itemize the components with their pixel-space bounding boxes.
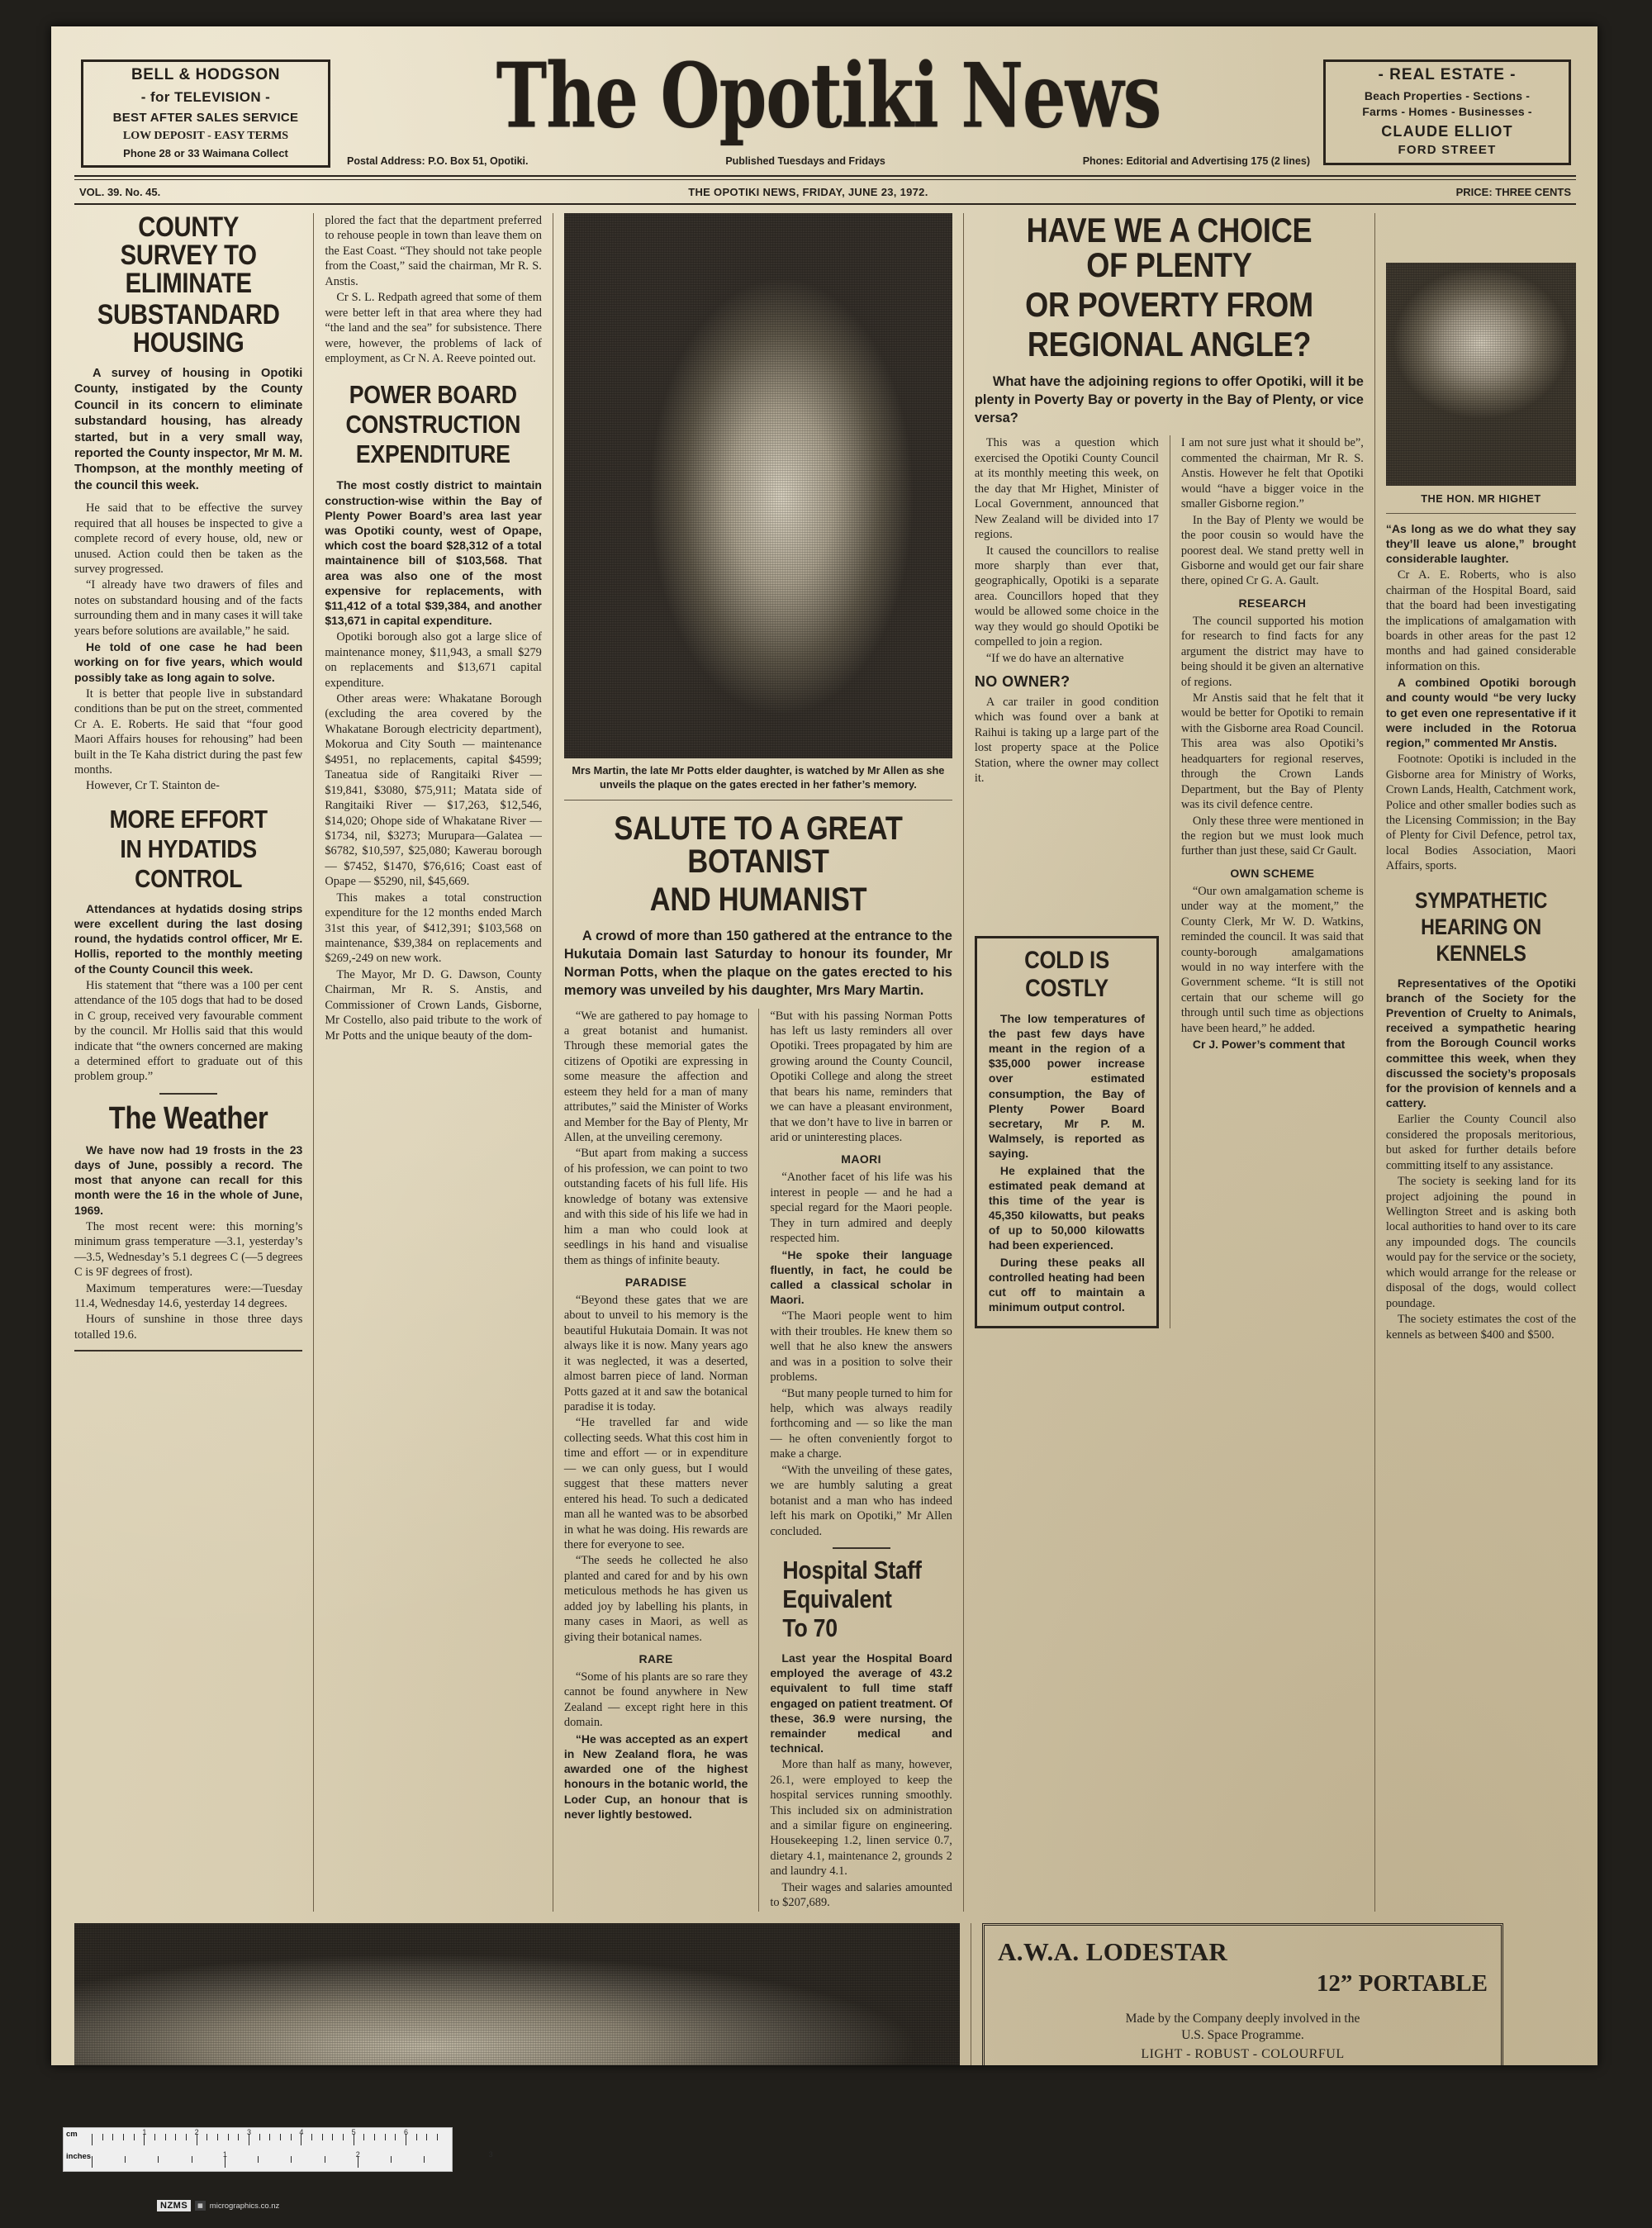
- ad-realestate-title: - REAL ESTATE -: [1378, 66, 1517, 83]
- subhead-research: RESEARCH: [1238, 596, 1307, 610]
- headline-hospital-1: Hospital Staff: [782, 1555, 923, 1584]
- ruler-tick: [343, 2134, 344, 2140]
- ruler-tick-label: 3: [247, 2128, 252, 2136]
- box-cold-is-costly: [975, 936, 1159, 1329]
- botanist-col-b: [758, 1009, 952, 1912]
- ruler-card: [63, 2127, 493, 2172]
- ruler-tick: [311, 2134, 312, 2140]
- ruler-tick-label: 6: [404, 2128, 409, 2136]
- headline-the-weather: The Weather: [108, 1100, 268, 1136]
- ruler-cm-row: [64, 2128, 452, 2150]
- ruler-tick: [217, 2134, 218, 2140]
- divider: [1386, 513, 1576, 514]
- paragraph: He explained that the estimated peak demand at this time of the year is 45,350 kilowatts, but peaks of up to 50,000 kilowatts had been experienced.: [988, 1163, 1145, 1252]
- ruler-tick: [165, 2134, 166, 2140]
- ad-bell-service: BEST AFTER SALES SERVICE: [112, 111, 299, 125]
- ruler-tick: [238, 2134, 239, 2140]
- paragraph: This makes a total construction expenditure for the 12 months ended March 31st this year, of $412,391; $103,568 on maintenance, $39,384 on replacements and $269,-249 on new work.: [325, 891, 542, 966]
- paragraph: It caused the councillors to realise more sharply than ever that, geographically, Opotiki is a separate area. Councillors hoped that they would be allowed some choice in the way they would go should Opotiki be compelled to join a region.: [974, 544, 1159, 649]
- paragraph: A combined Opotiki borough and county would “be very lucky to get even one representative if it were included in the Rotorua region,” commented Mr Anstis.: [1385, 676, 1576, 749]
- ruler-tick-label: 1: [142, 2128, 147, 2136]
- awa-caps: LIGHT - ROBUST - COLOURFUL: [1141, 2046, 1345, 2061]
- subhead-own-scheme: OWN SCHEME: [1230, 866, 1315, 880]
- lead-botanist: A crowd of more than 150 gathered at the entrance to the Hukutaia Domain last Saturday to honour its founder, Mr Norman Potts, when the plaque on the gates erected to his memory was unveiled by his daughter, Mrs Mary Martin.: [563, 929, 952, 998]
- awa-body1: Made by the Company deeply involved in the: [1125, 2011, 1360, 2026]
- paragraph: The Mayor, Mr D. G. Dawson, County Chairman, Mr R. S. Anstis, and Commissioner of Crown Lands, Gisborne, Mr Costello, also paid tribute to the work of Mr Potts and the unique beauty of the dom-: [325, 967, 542, 1043]
- lead-hydatids: Attendances at hydatids dosing strips were excellent during the last dosing round, the hydatids control officer, Mr E. Hollis, reported to the monthly meeting of the County Council this week.: [74, 901, 303, 976]
- ruler-tick: [426, 2134, 427, 2140]
- headline-hydatids-3: CONTROL: [135, 863, 243, 893]
- paragraph: Footnote: Opotiki is included in the Gisborne area for Ministry of Works, Crown Lands, Health, Catchment work, Police and other smaller bodies such as the Licensing Commission; in the Bay of Plenty for Civil Defence, petrol tax, local Bodies Association, Maori Affairs, sports.: [1385, 753, 1576, 873]
- ruler-tick: [322, 2134, 323, 2140]
- lead-weather: We have now had 19 frosts in the 23 days of June, possibly a record. The most that anyone can recall for this month were the 16 in the whole of June, 1969.: [74, 1143, 303, 1217]
- paragraph: The society is seeking land for its project adjoining the pound in Wellington Street and is asking both local authorities to hand over to its care any impounded dogs. The councils would pay for the service or the society, which would arrange for the release or disposal of the dogs, would collect poundage.: [1385, 1175, 1576, 1310]
- headline-power-board-1: POWER BOARD: [349, 380, 518, 410]
- paragraph: “As long as we do what they say they’ll leave us alone,” brought considerable laughter.: [1385, 521, 1576, 565]
- photo-mr-highet: [1386, 263, 1576, 486]
- headline-cold-2: COSTLY: [1025, 974, 1108, 1002]
- phone-numbers: Phones: Editorial and Advertising 175 (2 lines): [1082, 155, 1310, 167]
- paragraph: “I already have two drawers of files and notes on substandard housing and of the facts surrounding them and in many cases it will take years before solutions are available,” he said.: [74, 578, 303, 638]
- paragraph: The most recent were: this morning’s minimum grass temperature —3.1, yesterday’s —3.5, Wednesday’s 5.1 degrees C (—5 degrees C is 9F degrees of frost).: [74, 1219, 303, 1280]
- paragraph: Their wages and salaries amounted to $207,689.: [770, 1880, 952, 1910]
- subhead-rare: RARE: [638, 1652, 673, 1665]
- ruler-tick: [228, 2134, 229, 2140]
- column-highet-kennels: [1374, 213, 1576, 1912]
- ruler-tick-label: 5: [351, 2128, 356, 2136]
- ad-bell-title: BELL & HODGSON: [131, 66, 281, 83]
- ad-bell-and-hodgson[interactable]: [81, 59, 330, 168]
- subhead-paradise: PARADISE: [624, 1275, 687, 1289]
- divider: [74, 1350, 302, 1352]
- photo-crowd-hukutaia: [74, 1923, 960, 2065]
- headline-power-board-3: EXPENDITURE: [356, 439, 510, 469]
- ad-realestate-name: CLAUDE ELLIOT: [1381, 123, 1513, 140]
- ruler-tick: [258, 2156, 259, 2163]
- volume-number: VOL. 39. No. 45.: [79, 186, 161, 198]
- ruler-tick: [186, 2134, 187, 2140]
- nzms-watermark: [157, 2200, 279, 2211]
- paragraph: “But many people turned to him for help, which was always readily forthcoming and — so like the man — he often conveniently forgot to make a charge.: [770, 1386, 952, 1461]
- headline-county-survey-2: SUBSTANDARD HOUSING: [97, 299, 280, 359]
- ad-awa-lodestar[interactable]: [982, 1923, 1503, 2065]
- paragraph: “He was accepted as an expert in New Zealand flora, he was awarded one of the highest honours in the botanic world, the Loder Cup, an honour that is never lightly bestowed.: [563, 1732, 748, 1821]
- paragraph: However, Cr T. Stainton de-: [86, 779, 220, 793]
- regional-subcolumns: [975, 435, 1364, 1328]
- nzms-url: micrographics.co.nz: [209, 2201, 280, 2211]
- paragraph: Cr S. L. Redpath agreed that some of them were better left in that area where they had “the land and the sea” for subsistence. There were, however, the problems of lack of employment, as Cr N. A. Reeve pointed out.: [325, 291, 542, 365]
- ruler-tick: [206, 2134, 207, 2140]
- column-power-board: [313, 213, 553, 1912]
- paragraph: The low temperatures of the past few days have meant in the region of a $35,000 power increase over estimated consumption, the Bay of Plenty Power Board secretary, Mr P. M. Walmsely, is reported as saying.: [988, 1011, 1145, 1161]
- headline-cold-1: COLD IS: [1023, 946, 1109, 974]
- bottom-left-block: [74, 1923, 971, 2065]
- paragraph: During these peaks all controlled heating had been cut off to maintain a minimum output control.: [988, 1255, 1145, 1314]
- ruler-tick: [391, 2156, 392, 2163]
- ruler-tick: [280, 2134, 281, 2140]
- photo-plaque-unveiling: [564, 213, 952, 758]
- paragraph: “Another facet of his life was his interest in people — and he had a special regard for the Maori people. They in turn admired and deeply respected him.: [770, 1171, 952, 1246]
- photo-plaque-caption: Mrs Martin, the late Mr Potts elder daughter, is watched by Mr Allen as she unveils the plaque on the gates erected in her father’s memory.: [572, 764, 945, 791]
- ruler-tick: [125, 2156, 126, 2163]
- ad-bell-subtitle: - for TELEVISION -: [140, 89, 271, 105]
- paragraph: plored the fact that the department preferred to rehouse people in town than leave them on the East Coast. “They should not take people from the Coast,” said the chairman, Mr R. S. Anstis.: [325, 214, 542, 288]
- paragraph: The council supported his motion for research to find facts for any argument the district may have to being should it be given an alternative of regions.: [1180, 614, 1364, 689]
- lead-county-survey: A survey of housing in Opotiki County, instigated by the County Council in its concern to eliminate substandard housing, has already started, but in a very small way, reported the County inspector, Mr M. M. Thompson, at the monthly meeting of the council this week.: [74, 367, 303, 492]
- ruler-tick-label: 1: [222, 2150, 227, 2159]
- headline-regional-2: OR POVERTY FROM: [1025, 285, 1313, 324]
- paragraph: The society estimates the cost of the kennels as between $400 and $500.: [1385, 1313, 1576, 1342]
- ruler-tick: [158, 2156, 159, 2163]
- paragraph: Hours of sunshine in those three days totalled 19.6.: [74, 1313, 303, 1342]
- headline-botanist-1: SALUTE TO A GREAT BOTANIST: [614, 810, 903, 881]
- ruler-tick: [112, 2134, 113, 2140]
- divider: [833, 1547, 890, 1549]
- headline-power-board-2: CONSTRUCTION: [345, 410, 521, 439]
- paragraph: He told of one case he had been working on for five years, which would possibly take as long again to solve.: [74, 640, 303, 684]
- ruler-tick-label: 2: [194, 2128, 199, 2136]
- paragraph: “If we do have an alternative: [985, 651, 1124, 665]
- paragraph: His statement that “there was a 100 per cent attendance of the 105 dogs that had to be dosed in C group, received very favourable comment by the council. Mr Hollis said that this would indicate that “the owners concerned are making a determined effort to graduate out of this problem group.”: [74, 978, 303, 1084]
- ruler-tick-label: 4: [299, 2128, 304, 2136]
- headline-kennels-3: KENNELS: [1436, 940, 1526, 966]
- ruler-tick-label: 3: [488, 2150, 493, 2159]
- newspaper-page: [51, 26, 1597, 2065]
- headline-hydatids-1: MORE EFFORT: [109, 804, 268, 834]
- ruler-tick: [92, 2134, 93, 2145]
- paragraph: “Beyond these gates that we are about to unveil to his memory is the beautiful Hukutaia Domain. It was not always like it is now. Many years ago it was neglected, it was a deserted, almost barren piece of land. Norman Potts gazed at it and saw the botanical paradise it is today.: [563, 1293, 748, 1413]
- portrait-caption: THE HON. MR HIGHET: [1421, 492, 1541, 505]
- top-section: [74, 213, 1576, 1912]
- ruler-tick: [395, 2134, 396, 2140]
- ruler-tick: [374, 2134, 375, 2140]
- paragraph: Only these three were mentioned in the region but we must look much further than just these, said Cr Gault.: [1180, 814, 1364, 858]
- paragraph: “Some of his plants are so rare they cannot be found anywhere in New Zealand — except right here in this domain.: [563, 1670, 748, 1730]
- ruler-tick: [154, 2134, 155, 2140]
- scale-ruler: [51, 2127, 493, 2211]
- paragraph: “But apart from making a success of his profession, we can point to two outstanding facets of his full life. His knowledge of botany was extensive and with this side of his life we had in him a man who could look at seedlings in his hand and visualise them as things of infinite beauty.: [563, 1147, 748, 1267]
- botanist-col-a: [564, 1009, 759, 1912]
- ruler-tick: [424, 2156, 425, 2163]
- headline-regional-3: REGIONAL ANGLE?: [1027, 325, 1312, 363]
- lead-hospital: Last year the Hospital Board employed the average of 43.2 equivalent to full time staff engaged on patient treatment. Of these, 36.9 were nursing, the remainder medical and technical.: [770, 1651, 952, 1755]
- headline-county-survey-1: COUNTY SURVEY TO ELIMINATE: [120, 211, 257, 299]
- paragraph: “With the unveiling of these gates, we are humbly saluting a great botanist and a man who has indeed left his mark on Opotiki,” Mr Allen concluded.: [770, 1463, 952, 1538]
- nzms-badge: NZMS: [157, 2200, 191, 2211]
- paragraph: In the Bay of Plenty we would be the poor cousin so would have the poorest deal. We stand pretty well in Gisborne and would get our fair share there, opined Cr G. A. Gault.: [1180, 513, 1364, 588]
- paragraph: “But with his passing Norman Potts has left us lasty reminders all over Opotiki. Trees propagated by him are growing around the County Council, Opotiki College and along the street that bears his name, reminders that we can have a pleasant environment, that we don’t have to live in barren or arid or uninteresting places.: [770, 1009, 952, 1144]
- ruler-tick: [102, 2134, 103, 2140]
- headline-botanist-2: AND HUMANIST: [649, 881, 867, 919]
- ruler-tick: [363, 2134, 364, 2140]
- headline-hospital-2: Equivalent: [782, 1584, 893, 1613]
- ruler-inch-label: inches: [66, 2152, 92, 2161]
- publication-frequency: Published Tuesdays and Fridays: [725, 155, 885, 167]
- ruler-tick-label: 2: [355, 2150, 360, 2159]
- ad-claude-elliot[interactable]: [1323, 59, 1571, 165]
- ad-realestate-street: FORD STREET: [1398, 143, 1497, 157]
- paragraph: Cr A. E. Roberts, who is also chairman of the Hospital Board, said that the board had been investigating the implications of amalgamation with boards in other areas for the past 12 months and had gained considerable information on this.: [1385, 568, 1576, 673]
- ruler-inch-row: [64, 2150, 493, 2173]
- ruler-tick: [416, 2134, 417, 2140]
- masthead: [74, 46, 1576, 170]
- ad-bell-phone: Phone 28 or 33 Waimana Collect: [123, 147, 288, 159]
- ruler-tick: [437, 2134, 438, 2140]
- headline-regional-1: HAVE WE A CHOICE OF PLENTY: [1026, 211, 1313, 284]
- paragraph: I am not sure just what it should be”, commented the chairman, Mr R. S. Anstis. However he felt that Opotiki would “have a bigger voice in the smaller Gisborne region.”: [1180, 436, 1364, 511]
- ruler-tick: [269, 2134, 270, 2140]
- ruler-tick: [385, 2134, 386, 2140]
- masthead-title-wrap: [347, 44, 1310, 149]
- postal-address: Postal Address: P.O. Box 51, Opotiki.: [347, 155, 529, 167]
- awa-model: 12” PORTABLE: [1316, 1969, 1488, 1997]
- ad-bell-terms: LOW DEPOSIT - EASY TERMS: [122, 130, 289, 142]
- divider: [159, 1093, 217, 1095]
- ad-realestate-l3: Farms - Homes - Businesses -: [1362, 105, 1532, 118]
- awa-body2: U.S. Space Programme.: [1181, 2027, 1304, 2042]
- masthead-impressum: [347, 155, 1310, 167]
- headline-hydatids-2: IN HYDATIDS: [120, 834, 257, 863]
- folio-line: [74, 180, 1576, 205]
- nzms-mark: ▦: [195, 2201, 206, 2211]
- ruler-cm-label: cm: [66, 2130, 78, 2139]
- ad-realestate-l2: Beach Properties - Sections -: [1364, 89, 1531, 102]
- page-title: The Opotiki News: [496, 44, 1161, 149]
- paragraph: He said that to be effective the survey required that all houses be inspected to give a complete record of every house, old, new or unused. Action could then be taken as the survey progressed.: [74, 501, 303, 576]
- lead-kennels: Representatives of the Opotiki branch of the Society for the Prevention of Cruelty to Animals, received a sympathetic hearing from the Borough Council works committee this week, when they discussed the society’s proposals for the provision of kennels and a cattery.: [1385, 976, 1576, 1110]
- ruler-tick: [332, 2134, 333, 2140]
- issue-date: THE OPOTIKI NEWS, FRIDAY, JUNE 23, 1972.: [688, 186, 928, 198]
- headline-kennels-1: SYMPATHETIC: [1414, 887, 1548, 913]
- awa-brand: A.W.A. LODESTAR: [998, 1936, 1228, 1966]
- ruler-tick: [123, 2134, 124, 2140]
- lead-regional: What have the adjoining regions to offer Opotiki, will it be plenty in Poverty Bay or poverty in the Bay of Plenty, or vice versa?: [974, 374, 1364, 425]
- paragraph: Cr J. Power’s comment that: [1192, 1038, 1346, 1052]
- paragraph: It is better that people live in substandard conditions than be put on the street, commented Cr A. E. Roberts. He said that “four good Maori Affairs houses for rehousing” had been built in the Te Kaha district during the past few months.: [74, 686, 303, 777]
- lead-power-board: The most costly district to maintain construction-wise within the Bay of Plenty Power Board’s area last year was Opotiki county, west of Opape, which cost the board $28,312 of a total maintainence bill of $103,568. That area was also one of the most expensive for replacements, with $11,412 of a total $39,384, and another $13,671 in capital expenditure.: [325, 478, 542, 628]
- paragraph: “We are gathered to pay homage to a great botanist and humanist. Through these memorial gates the citizens of Opotiki are expressing in some measure the affection and esteem they held for a man of many attributes,” said the Minister of Works and Member for the Bay of Plenty, Mr Allen, at the unveiling ceremony.: [563, 1009, 748, 1144]
- column-photo-botanist: [553, 213, 963, 1912]
- regional-col-b: [1170, 435, 1364, 1328]
- headline-kennels-2: HEARING ON: [1421, 914, 1541, 939]
- paragraph: “The Maori people went to him with their troubles. He knew them so well that he also knew the answers and was in a position to solve their problems.: [770, 1309, 952, 1385]
- ruler-tick: [175, 2134, 176, 2140]
- subhead-maori: MAORI: [841, 1152, 881, 1166]
- ruler-tick: [291, 2156, 292, 2163]
- paragraph: “Our own amalgamation scheme is under way at the moment,” the County Clerk, Mr W. D. Watkins, reminded the council. It was said that county-borough amalgamations would in no way interfere with the Government scheme. “It is still not certain that our scheme will go through until such time as objections have been heard,” he added.: [1180, 884, 1364, 1035]
- paragraph: “He travelled far and wide collecting seeds. What this cost him in time and effort — or in expenditure — we can only guess, but I would suggest that these matters never entered his head. To such a dedicated man all he wanted was to be absorbed in what he was doing. His rewards are there for everyone to see.: [563, 1416, 748, 1551]
- paragraph: This was a question which exercised the Opotiki County Council at its monthly meeting this week, on the day that Mr Highet, Minister of Local Government, announced that New Zealand will be divided into 17 regions.: [974, 436, 1159, 542]
- paragraph: Earlier the County Council also considered the proposals meritorious, but asked for further details before committing itself to any assistance.: [1385, 1113, 1576, 1172]
- paragraph: Maximum temperatures were:—Tuesday 11.4, Wednesday 14.6, yesterday 14 degrees.: [74, 1281, 303, 1310]
- ruler-tick: [134, 2134, 135, 2140]
- ruler-tick: [291, 2134, 292, 2140]
- subhead-no-owner: NO OWNER?: [974, 673, 1070, 690]
- price: PRICE: THREE CENTS: [1455, 186, 1571, 198]
- paragraph: Mr Anstis said that he felt that it would be better for Opotiki to remain with the Gisborne area Road Council. This area was also Opotiki’s headquarters for regional reserves, through the Crown Lands Department, but the Bay of Plenty was its civil defence centre.: [1180, 691, 1364, 812]
- column-county-survey: [74, 213, 313, 1912]
- bottom-section: [74, 1923, 1576, 2065]
- headline-hospital-3: To 70: [782, 1613, 838, 1642]
- paragraph: More than half as many, however, 26.1, were employed to keep the hospital services running smoothly. This included six on administration and a similar figure on engineering. Housekeeping 1.2, linen service 0.7, dietary 4.1, maintenance 2, grounds 2 and laundry 4.1.: [770, 1758, 952, 1879]
- column-regional: [963, 213, 1374, 1912]
- ruler-tick: [92, 2156, 93, 2168]
- paragraph: “He spoke their language fluently, in fact, he could be called a classical scholar in Maori.: [770, 1247, 952, 1307]
- paragraph: Opotiki borough also got a large slice of maintenance money, $11,943, a small $279 on replacements and $13,671 capital expenditure.: [325, 630, 542, 690]
- awa-ad-block[interactable]: [971, 1923, 1503, 2065]
- paragraph: “The seeds he collected he also planted and cared for and by his own meticulous methods he has given us added joy by labelling his plants, in many cases in Maori, as well as giving their botanical names.: [563, 1554, 748, 1644]
- botanist-subcolumns: [564, 1009, 952, 1912]
- paragraph: A car trailer in good condition which was found over a bank at Raihui is taking up a large part of the lost property space at the Police Station, where the owner may collect it.: [974, 696, 1159, 786]
- ruler-tick: [259, 2134, 260, 2140]
- regional-col-a: [975, 435, 1170, 1328]
- paragraph: Other areas were: Whakatane Borough (excluding the area covered by the Whakatane Borough electricity department), Mokorua and City South — maintenance $4951, no replacements, capital $4599; Taneatua side of Rangitaiki River — $19,841, $3080, $75,911; Matata side of Rangitaiki River — $17,263, $12,546, $14,020; Ohope side of Whakatane River — $1734, nil, $3273; Murupara—Galatea — $6782, $10,597, $25,080; Kawerau borough — $7452, $1470, $76,616; Coast east of Opape — $5290, nil, $45,669.: [325, 692, 542, 889]
